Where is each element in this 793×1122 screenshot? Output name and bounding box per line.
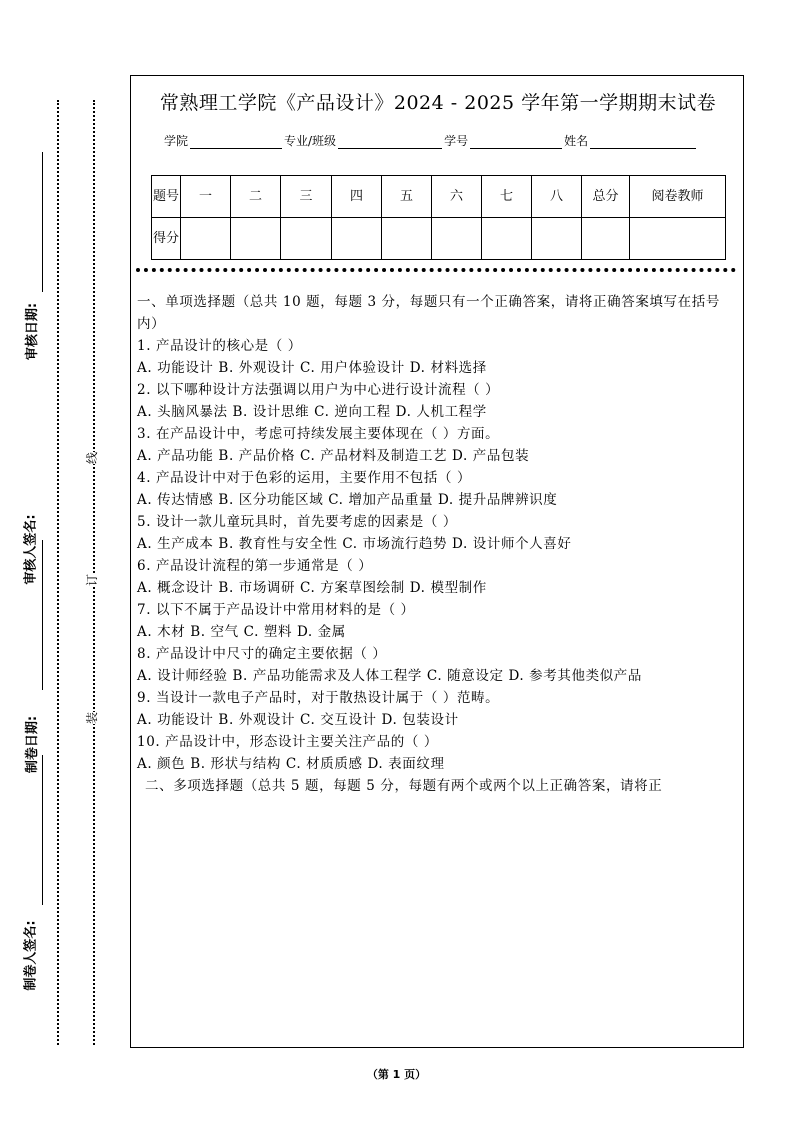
score-cell[interactable] — [382, 218, 432, 260]
student-id-label: 学号 — [444, 134, 469, 148]
options-1: A. 功能设计 B. 外观设计 C. 用户体验设计 D. 材料选择 — [137, 360, 487, 376]
student-id-field[interactable] — [470, 136, 562, 149]
dotted-line-left — [57, 100, 59, 1045]
col-header: 七 — [482, 176, 532, 218]
question-2: 2. 以下哪种设计方法强调以用户为中心进行设计流程（ ） — [137, 382, 500, 398]
exam-title: 常熟理工学院《产品设计》2024 - 2025 学年第一学期期末试卷 — [159, 92, 717, 114]
col-header: 五 — [382, 176, 432, 218]
col-header: 二 — [231, 176, 281, 218]
name-label: 姓名 — [564, 134, 589, 148]
options-2: A. 头脑风暴法 B. 设计思维 C. 逆向工程 D. 人机工程学 — [137, 404, 487, 420]
question-7: 7. 以下不属于产品设计中常用材料的是（ ） — [137, 602, 415, 618]
binding-char-ding: 订 — [85, 573, 100, 587]
col-header-total: 总分 — [582, 176, 630, 218]
score-cell[interactable] — [181, 218, 231, 260]
dotted-separator — [136, 268, 736, 272]
score-cell[interactable] — [432, 218, 482, 260]
row-header-score: 得分 — [152, 218, 181, 260]
col-header: 四 — [332, 176, 382, 218]
score-cell-total[interactable] — [582, 218, 630, 260]
review-date-label: 审核日期: — [21, 301, 40, 362]
major-class-field[interactable] — [338, 136, 442, 149]
options-9: A. 功能设计 B. 外观设计 C. 交互设计 D. 包装设计 — [137, 712, 459, 728]
options-7: A. 木材 B. 空气 C. 塑料 D. 金属 — [137, 624, 346, 640]
binding-margin — [0, 0, 128, 1122]
section2-heading: 二、多项选择题（总共 5 题，每题 5 分，每题有两个或两个以上正确答案，请将正 — [145, 778, 663, 794]
name-field[interactable] — [590, 136, 696, 149]
binding-char-xian: 线 — [85, 451, 100, 465]
reviewer-signature-label: 审核人签名: — [20, 512, 39, 586]
score-cell[interactable] — [532, 218, 582, 260]
college-field[interactable] — [190, 136, 282, 149]
col-header-grader: 阅卷教师 — [630, 176, 726, 218]
col-header: 三 — [281, 176, 332, 218]
score-cell[interactable] — [231, 218, 281, 260]
col-header: 一 — [181, 176, 231, 218]
col-header: 六 — [432, 176, 482, 218]
row-header-question-no: 题号 — [152, 176, 181, 218]
signature-line-reviewer — [42, 540, 43, 690]
signature-line-make-date — [42, 755, 43, 905]
options-4: A. 传达情感 B. 区分功能区域 C. 增加产品重量 D. 提升品牌辨识度 — [137, 492, 558, 508]
score-cell[interactable] — [332, 218, 382, 260]
maker-signature-label: 制卷人签名: — [20, 918, 39, 992]
score-cell-grader[interactable] — [630, 218, 726, 260]
options-3: A. 产品功能 B. 产品价格 C. 产品材料及制造工艺 D. 产品包装 — [137, 448, 530, 464]
question-10: 10. 产品设计中，形态设计主要关注产品的（ ） — [137, 734, 438, 750]
make-date-label: 制卷日期: — [21, 714, 40, 775]
exam-frame — [130, 75, 744, 1048]
exam-content — [137, 291, 739, 797]
col-header: 八 — [532, 176, 582, 218]
signature-line-review-date — [42, 152, 43, 292]
student-info-row — [164, 132, 698, 149]
question-9: 9. 当设计一款电子产品时，对于散热设计属于（ ）范畴。 — [137, 690, 500, 706]
dotted-line-right — [93, 100, 95, 1045]
options-6: A. 概念设计 B. 市场调研 C. 方案草图绘制 D. 模型制作 — [137, 580, 487, 596]
binding-char-zhuang: 装 — [85, 711, 100, 725]
score-table — [151, 175, 726, 260]
options-10: A. 颜色 B. 形状与结构 C. 材质质感 D. 表面纹理 — [137, 756, 445, 772]
college-label: 学院 — [164, 134, 189, 148]
question-5: 5. 设计一款儿童玩具时，首先要考虑的因素是（ ） — [137, 514, 457, 530]
question-1: 1. 产品设计的核心是（ ） — [137, 338, 302, 354]
score-cell[interactable] — [482, 218, 532, 260]
question-4: 4. 产品设计中对于色彩的运用，主要作用不包括（ ） — [137, 470, 472, 486]
options-5: A. 生产成本 B. 教育性与安全性 C. 市场流行趋势 D. 设计师个人喜好 — [137, 536, 572, 552]
page-number: （第 1 页） — [366, 1068, 427, 1081]
question-6: 6. 产品设计流程的第一步通常是（ ） — [137, 558, 373, 574]
score-table-score-row — [152, 218, 726, 260]
options-8: A. 设计师经验 B. 产品功能需求及人体工程学 C. 随意设定 D. 参考其他类似产品 — [137, 668, 642, 684]
major-class-label: 专业/班级 — [284, 134, 337, 148]
score-table-header-row — [152, 176, 726, 218]
question-8: 8. 产品设计中尺寸的确定主要依据（ ） — [137, 646, 387, 662]
section1-heading: 一、单项选择题（总共 10 题，每题 3 分，每题只有一个正确答案，请将正确答案填写在括号内） — [137, 294, 720, 332]
score-cell[interactable] — [281, 218, 332, 260]
question-3: 3. 在产品设计中，考虑可持续发展主要体现在（ ）方面。 — [137, 426, 500, 442]
